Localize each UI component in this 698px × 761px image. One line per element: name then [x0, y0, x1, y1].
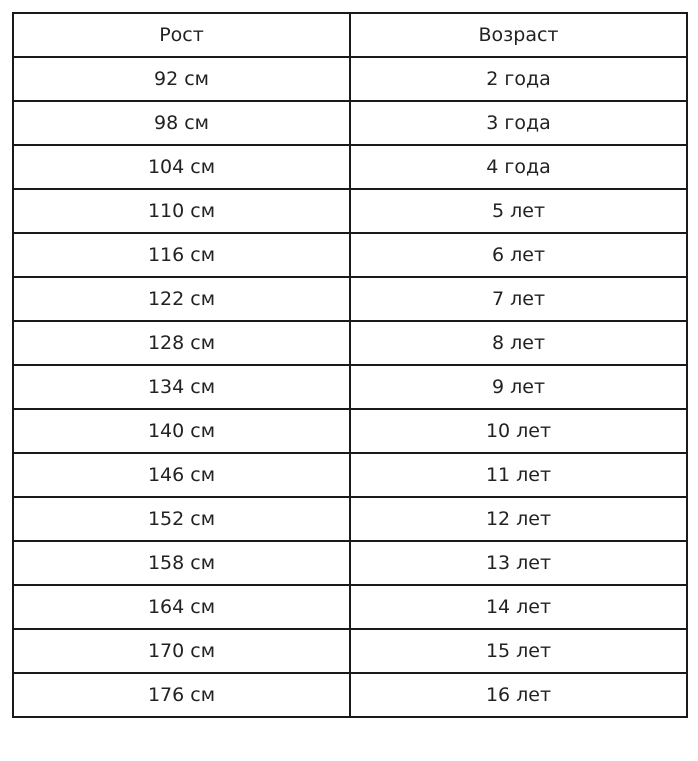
table-row	[13, 497, 687, 541]
age-cell: 11 лет	[350, 453, 687, 497]
table-row	[13, 233, 687, 277]
age-cell: 3 года	[350, 101, 687, 145]
table-row	[13, 321, 687, 365]
table-row	[13, 541, 687, 585]
header-row	[13, 13, 687, 57]
height-cell: 140 см	[13, 409, 350, 453]
height-cell: 116 см	[13, 233, 350, 277]
table-row	[13, 189, 687, 233]
height-cell: 98 см	[13, 101, 350, 145]
age-cell: 4 года	[350, 145, 687, 189]
column-header-height: Рост	[13, 13, 350, 57]
height-cell: 122 см	[13, 277, 350, 321]
table-row	[13, 585, 687, 629]
height-cell: 134 см	[13, 365, 350, 409]
height-cell: 170 см	[13, 629, 350, 673]
age-cell: 14 лет	[350, 585, 687, 629]
table-row	[13, 365, 687, 409]
height-cell: 128 см	[13, 321, 350, 365]
table-row	[13, 409, 687, 453]
table-row	[13, 673, 687, 717]
age-cell: 9 лет	[350, 365, 687, 409]
age-cell: 6 лет	[350, 233, 687, 277]
height-cell: 164 см	[13, 585, 350, 629]
age-cell: 12 лет	[350, 497, 687, 541]
age-cell: 16 лет	[350, 673, 687, 717]
height-cell: 158 см	[13, 541, 350, 585]
age-cell: 5 лет	[350, 189, 687, 233]
height-cell: 104 см	[13, 145, 350, 189]
age-cell: 8 лет	[350, 321, 687, 365]
table-row	[13, 453, 687, 497]
height-age-table	[12, 12, 688, 718]
table-row	[13, 277, 687, 321]
table-body	[13, 57, 687, 717]
table-row	[13, 145, 687, 189]
table-header	[13, 13, 687, 57]
height-cell: 110 см	[13, 189, 350, 233]
table-row	[13, 629, 687, 673]
age-cell: 10 лет	[350, 409, 687, 453]
height-cell: 176 см	[13, 673, 350, 717]
age-cell: 7 лет	[350, 277, 687, 321]
table-row	[13, 57, 687, 101]
height-cell: 152 см	[13, 497, 350, 541]
age-cell: 15 лет	[350, 629, 687, 673]
height-cell: 92 см	[13, 57, 350, 101]
table-row	[13, 101, 687, 145]
age-cell: 2 года	[350, 57, 687, 101]
age-cell: 13 лет	[350, 541, 687, 585]
column-header-age: Возраст	[350, 13, 687, 57]
height-cell: 146 см	[13, 453, 350, 497]
